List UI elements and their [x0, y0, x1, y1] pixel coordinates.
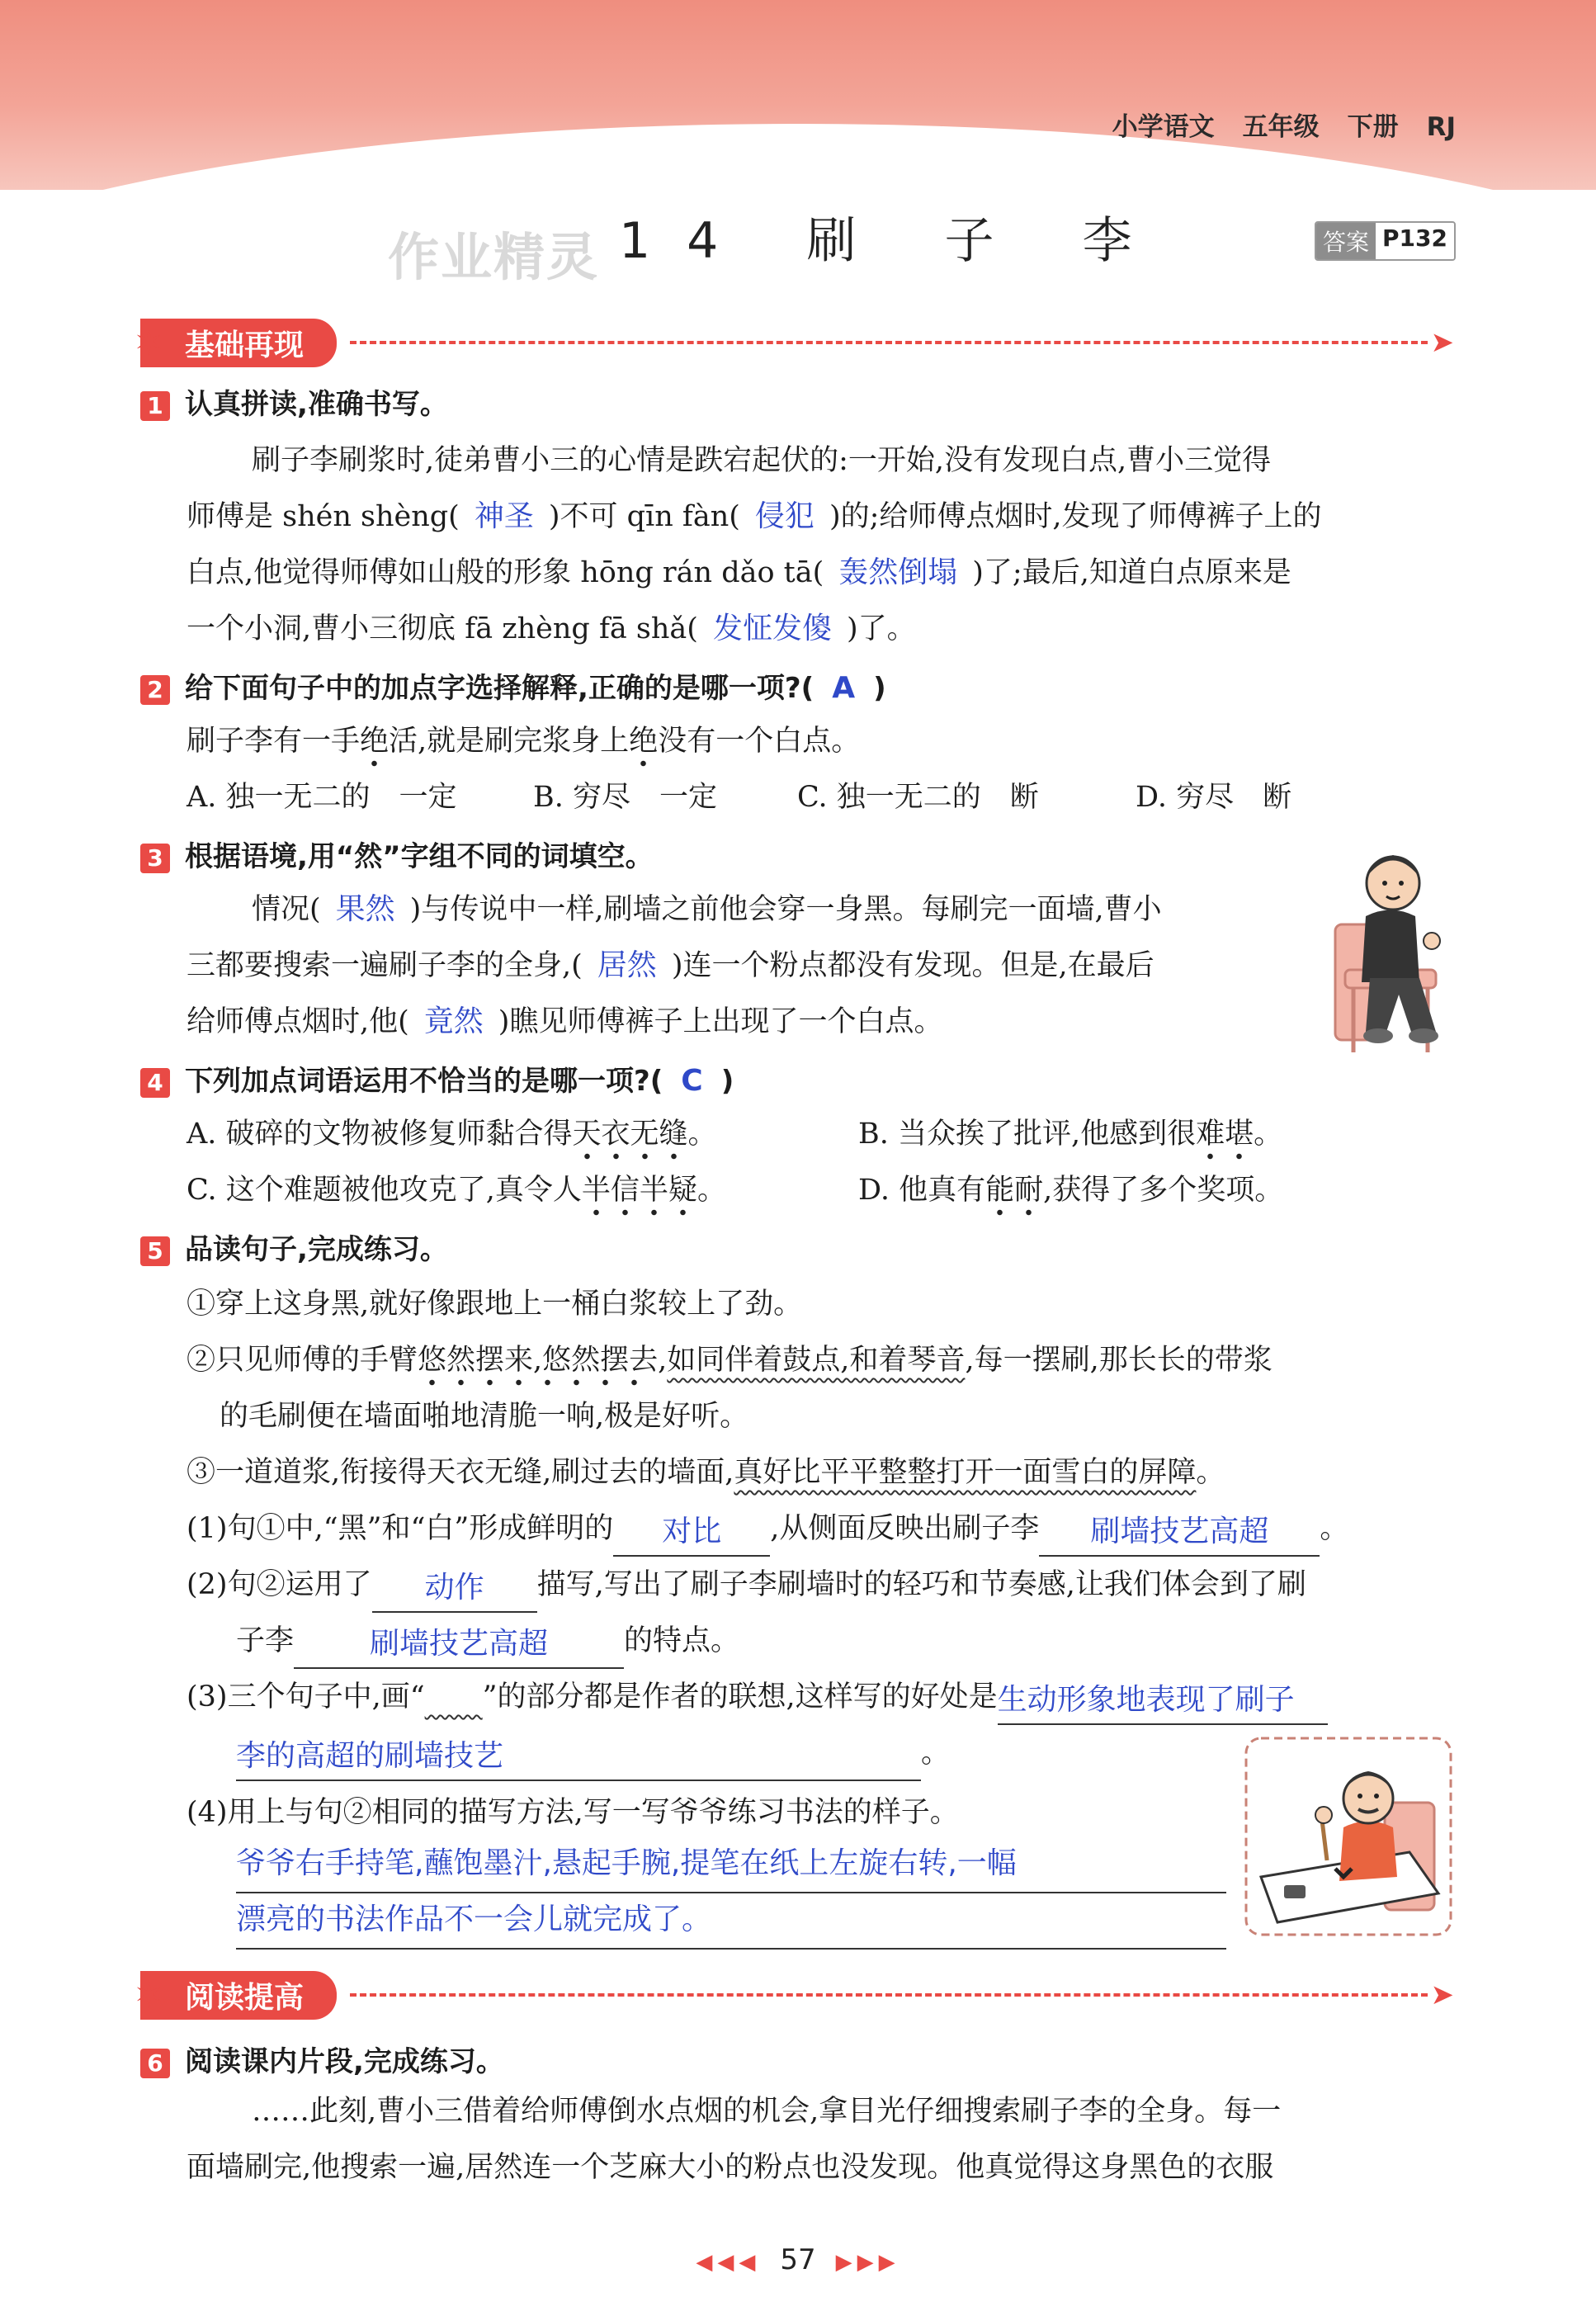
- q5-sentence-2-cont: 的毛刷便在墙面啪地清脆一响,极是好听。: [220, 1400, 749, 1433]
- q5-dotted-phrase: 悠然摆来,悠然摆去: [418, 1344, 658, 1387]
- q3-number: 3: [140, 844, 170, 873]
- answer-reference[interactable]: [1315, 221, 1456, 261]
- seated-man-illustration: [1320, 825, 1461, 1056]
- q5-wavy-phrase: 真好比平平整整打开一面雪白的屏障: [734, 1456, 1197, 1489]
- q1-answer-2[interactable]: 侵犯: [754, 499, 815, 533]
- q6-passage-line-2: 面墙刷完,他搜索一遍,居然连一个芝麻大小的粉点也没发现。他真觉得这身黑色的衣服: [187, 2151, 1274, 2184]
- q1-heading: [140, 381, 448, 422]
- q5-part-2-cont: [236, 1613, 739, 1669]
- q4-option-c[interactable]: [187, 1162, 726, 1218]
- q5-sentence-1: ①穿上这身黑,就好像跟地上一桶白浆较上了劲。: [187, 1288, 803, 1321]
- volume-label: 下册: [1347, 112, 1399, 142]
- running-figure-icon: ✶: [134, 321, 164, 364]
- q6-title: 阅读课内片段,完成练习。: [185, 2045, 504, 2078]
- q3-heading: [140, 834, 654, 874]
- running-figure-icon: ✶: [134, 1973, 164, 2016]
- q5-text: (3)三个句子中,画“: [187, 1680, 425, 1713]
- q4-text: 。: [687, 1118, 717, 1151]
- next-page-icon[interactable]: ▶▶▶: [835, 2250, 900, 2275]
- q4-answer[interactable]: C: [681, 1064, 703, 1098]
- q1-answer-4[interactable]: 发怔发傻: [712, 612, 832, 645]
- q5-text: 。: [921, 1737, 951, 1770]
- q3-text: )与传说中一样,刷墙之前他会穿一身黑。每刷完一面墙,曹小: [409, 893, 1162, 926]
- q5-part-4: (4)用上与句②相同的描写方法,写一写爷爷练习书法的样子。: [187, 1796, 959, 1829]
- q1-text: 师傅是 shén shèng(: [187, 500, 460, 533]
- q5-p1-answer-1[interactable]: 对比: [613, 1509, 770, 1557]
- q5-text: ②只见师傅的手臂: [187, 1344, 418, 1377]
- q3-text: )瞧见师傅裤子上出现了一个白点。: [498, 1005, 943, 1038]
- q1-number: 1: [140, 391, 170, 421]
- q5-sentence-3: [187, 1444, 1225, 1501]
- q1-answer-3[interactable]: 轰然倒塌: [838, 555, 958, 589]
- section-basic-title: 基础再现: [185, 328, 305, 362]
- q5-p1-answer-2[interactable]: 刷墙技艺高超: [1039, 1509, 1320, 1557]
- answer-label: 答案: [1316, 223, 1376, 259]
- q5-part-3-cont: [236, 1725, 950, 1781]
- q1-line-1: 刷子李刷浆时,徒弟曹小三的心情是跌宕起伏的:一开始,没有发现白点,曹小三觉得: [252, 444, 1272, 477]
- edition-label: RJ: [1426, 112, 1456, 142]
- q5-text: 子李: [236, 1624, 295, 1657]
- q3-text: )连一个粉点都没有发现。但是,在最后: [671, 949, 1155, 982]
- q3-title: 根据语境,用“然”字组不同的词填空。: [185, 840, 654, 873]
- q4-title-end: ): [720, 1065, 734, 1098]
- q2-number: 2: [140, 675, 170, 705]
- q2-text: 刷子李有一手: [187, 725, 361, 758]
- q5-wavy-phrase: 如同伴着鼓点,和着琴音: [667, 1344, 966, 1377]
- q5-text: ③一道道浆,衔接得天衣无缝,刷过去的墙面,: [187, 1456, 734, 1489]
- q6-number: 6: [140, 2049, 170, 2078]
- arrow-right-icon: ➤: [1430, 1978, 1454, 2011]
- q5-p2-answer-1[interactable]: 动作: [372, 1565, 537, 1613]
- q4-text: 。: [1254, 1118, 1283, 1151]
- q1-title: 认真拼读,准确书写。: [185, 388, 448, 421]
- q3-line-2: [187, 938, 1155, 994]
- q1-text: 白点,他觉得师傅如山般的形象 hōng rán dǎo tā(: [187, 556, 824, 589]
- q5-text: 。: [1320, 1512, 1349, 1545]
- subject-label: 小学语文: [1112, 112, 1215, 142]
- q5-p3-answer-2[interactable]: 李的高超的刷墙技艺: [236, 1733, 921, 1781]
- q2-sentence: [187, 713, 860, 769]
- q5-wavy-marker: [425, 1680, 483, 1713]
- q2-title-end: ): [873, 672, 886, 705]
- q5-part-2: [187, 1557, 1306, 1613]
- q5-text: 描写,写出了刷子李刷墙时的轻巧和节奏感,让我们体会到了刷: [536, 1568, 1306, 1601]
- q4-heading: [140, 1058, 734, 1099]
- page-number: 57: [780, 2243, 816, 2276]
- q4-option-d[interactable]: [858, 1162, 1283, 1218]
- q5-p2-answer-2[interactable]: 刷墙技艺高超: [294, 1621, 624, 1669]
- q3-text: 情况(: [252, 893, 321, 926]
- q1-text: )了。: [846, 612, 916, 645]
- q3-text: 三都要搜索一遍刷子李的全身,(: [187, 949, 583, 982]
- section-divider: [350, 341, 1427, 344]
- q5-p4-answer-2[interactable]: 漂亮的书法作品不一会儿就完成了。: [236, 1892, 1226, 1950]
- section-reading-tag: [134, 1971, 337, 2020]
- q2-heading: [140, 665, 886, 706]
- book-meta: [1084, 106, 1456, 143]
- q4-dotted-word: 半信半疑: [582, 1174, 697, 1217]
- q5-p4-answer-1[interactable]: 爷爷右手持笔,蘸饱墨汁,悬起手腕,提笔在纸上左旋右转,一幅: [236, 1836, 1226, 1893]
- q3-line-3: [187, 994, 942, 1050]
- q1-text: )了;最后,知道白点原来是: [972, 556, 1291, 589]
- q2-option-c[interactable]: C. 独一无二的 断: [797, 781, 1039, 814]
- q5-heading: [140, 1227, 448, 1267]
- q3-line-1: [252, 881, 1162, 938]
- q1-text: 一个小洞,曹小三彻底 fā zhèng fā shǎ(: [187, 612, 698, 645]
- q1-line-2: [187, 489, 1322, 545]
- q5-part-3: [187, 1669, 1328, 1725]
- q2-options: [187, 769, 1424, 825]
- q2-dotted-char: 绝: [360, 725, 389, 768]
- q4-text: D. 他真有: [858, 1174, 986, 1207]
- q4-number: 4: [140, 1068, 170, 1098]
- q4-text: A. 破碎的文物被修复师黏合得: [187, 1118, 573, 1151]
- q2-answer[interactable]: A: [832, 671, 856, 705]
- q1-line-3: [187, 545, 1291, 601]
- q2-title: 给下面句子中的加点字选择解释,正确的是哪一项?(: [185, 672, 815, 705]
- q5-text: (2)句②运用了: [187, 1568, 372, 1601]
- q4-dotted-word: 天衣无缝: [573, 1118, 688, 1160]
- q4-title: 下列加点词语运用不恰当的是哪一项?(: [185, 1065, 663, 1098]
- q2-text: 活,就是刷完浆身上: [389, 725, 630, 758]
- q5-text: 的特点。: [624, 1624, 740, 1657]
- section-reading-title: 阅读提高: [185, 1980, 305, 2015]
- q4-option-b[interactable]: [858, 1106, 1282, 1162]
- q3-text: 给师傅点烟时,他(: [187, 1005, 409, 1038]
- q5-text: ,每一摆刷,那长长的带浆: [965, 1344, 1273, 1377]
- q4-text: B. 当众挨了批评,他感到很: [858, 1118, 1197, 1151]
- q4-dotted-word: 难堪: [1196, 1118, 1254, 1160]
- arrow-right-icon: ➤: [1430, 326, 1454, 359]
- q4-text: C. 这个难题被他攻克了,真令人: [187, 1174, 582, 1207]
- q5-p4-answer-line-1[interactable]: [236, 1836, 1226, 1893]
- q4-option-a[interactable]: [187, 1106, 717, 1162]
- q5-text: 。: [1196, 1456, 1225, 1489]
- q1-answer-1[interactable]: 神圣: [474, 499, 534, 533]
- q2-dotted-char: 绝: [629, 725, 658, 768]
- q5-title: 品读句子,完成练习。: [185, 1233, 448, 1266]
- prev-page-icon[interactable]: ◀◀◀: [696, 2250, 761, 2275]
- calligraphy-illustration: [1244, 1737, 1452, 1936]
- q5-text: ,: [658, 1344, 668, 1377]
- q1-line-4: [187, 601, 916, 657]
- section-reading: [134, 1969, 1454, 2021]
- section-basic: [134, 317, 1454, 368]
- q4-text: ,获得了多个奖项。: [1043, 1174, 1284, 1207]
- lesson-title: 14 刷 子 李: [619, 212, 1169, 270]
- section-divider: [350, 1993, 1427, 1997]
- q1-text: )的;给师傅点烟时,发现了师傅裤子上的: [829, 500, 1322, 533]
- q6-heading: [140, 2039, 504, 2079]
- q6-passage-line-1: ……此刻,曹小三借着给师傅倒水点烟的机会,拿目光仔细搜索刷子李的全身。每一: [252, 2095, 1282, 2128]
- q4-dotted-word: 能耐: [985, 1174, 1043, 1217]
- q2-text: 没有一个白点。: [658, 725, 861, 758]
- page-footer: [0, 2243, 1596, 2276]
- section-basic-tag: [134, 319, 337, 367]
- q4-text: 。: [696, 1174, 726, 1207]
- q3-answer-1[interactable]: 果然: [335, 892, 395, 926]
- q5-p3-answer-1[interactable]: 生动形象地表现了刷子: [998, 1677, 1328, 1725]
- q3-answer-2[interactable]: 居然: [597, 948, 657, 982]
- q5-sentence-2: [187, 1332, 1273, 1388]
- q5-text: (1)句①中,“黑”和“白”形成鲜明的: [187, 1512, 614, 1545]
- answer-page: P132: [1376, 223, 1454, 259]
- watermark: 作业精灵: [388, 227, 600, 287]
- q5-text: ”的部分都是作者的联想,这样写的好处是: [482, 1680, 998, 1713]
- q5-p4-answer-line-2[interactable]: [236, 1892, 1226, 1950]
- grade-label: 五年级: [1242, 112, 1320, 142]
- q5-number: 5: [140, 1236, 170, 1266]
- q3-answer-3[interactable]: 竟然: [423, 1004, 484, 1038]
- q1-text: )不可 qīn fàn(: [548, 500, 740, 533]
- q5-part-1: [187, 1501, 1348, 1557]
- q2-option-a[interactable]: A. 独一无二的 一定: [187, 781, 457, 814]
- q2-option-b[interactable]: B. 穷尽 一定: [533, 781, 717, 814]
- q5-text: ,从侧面反映出刷子李: [770, 1512, 1040, 1545]
- q2-option-d[interactable]: D. 穷尽 断: [1136, 781, 1292, 814]
